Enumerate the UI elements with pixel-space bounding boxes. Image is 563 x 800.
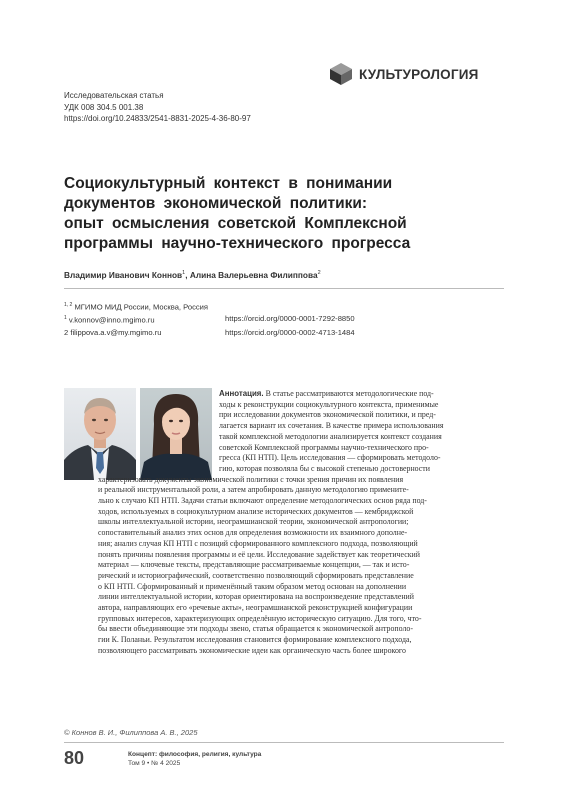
abstract-line: гию, которая позволяла бы с высокой степенью достоверности (219, 463, 430, 473)
abstract-line: автора, направляющих его «речевые акты», неограмшианской реконструкцией конфигурации (98, 603, 413, 613)
abstract-line: рический и историографический, соответственно позволяющий сформировать представление (98, 570, 414, 580)
author-1-sup: 1 (182, 270, 186, 277)
affiliations (64, 300, 355, 338)
abstract-line: линии интеллектуальной истории, которая ориентирована на воспроизведение представлений (98, 592, 414, 602)
abstract-line: материал — ключевые тексты, представляющие рассматриваемые концепции, — так и исто- (98, 560, 410, 570)
email-1-sup: 1 (64, 315, 67, 322)
abstract-line: и реальной инструментальной роли, а затем апробировать данную методологию примените- (98, 485, 409, 495)
abstract-line: льно к случаю КП НТП. Задачи статьи включают определение методологических основ ряда под- (98, 496, 427, 506)
authors (64, 270, 321, 280)
page-number: 80 (64, 748, 85, 768)
abstract-line: ния; анализ случая КП НТП с позиций сформированного комплексного подхода, позволяющий (98, 538, 418, 548)
rubric-badge (329, 62, 501, 86)
abstract-line: ходов, используемых в социокультурном анализе исторических документов — кембриджской (98, 506, 414, 516)
divider (64, 288, 504, 289)
abstract-line: о КП НТП. Сформированный и применённый таким образом метод основан на дополнении (98, 581, 407, 591)
article-title (64, 174, 444, 254)
abstract-line: лагается вариант их сочетания. В качестве примера использования (219, 421, 444, 431)
orcid-1[interactable]: https://orcid.org/0000-0001-7292-8850 (225, 314, 355, 324)
email-2[interactable]: 2 filippova.a.v@my.mgimo.ru (64, 327, 162, 337)
abstract-line: понять причины появления программы и её цели. Исследование задействует как теоретический (98, 549, 420, 559)
abstract-line: бы ввести объединяющие эти подходы звено, статья обращается к экономической антрополо- (98, 624, 413, 634)
article-type: Исследовательская статья (64, 91, 164, 100)
rubric-label: КУЛЬТУРОЛОГИЯ (359, 66, 479, 82)
article-meta (64, 90, 251, 125)
email-1[interactable]: v.konnov@inno.mgimo.ru (68, 315, 155, 325)
aff-org: МГИМО МИД России, Москва, Россия (74, 302, 209, 312)
journal-name: Концепт: философия, религия, культура (128, 751, 262, 758)
abstract-line: групповых интересов, характеризующих определённую историческую ситуацию. Для того, что- (98, 613, 422, 623)
abstract-line: характеризовать документы экономической политики с точки зрения причин их появления (98, 474, 404, 484)
abstract-line: В статье рассматриваются методологические под- (263, 389, 434, 398)
author-sep: , (185, 270, 190, 280)
abstract-line: гресса (КП НТП). Цель исследования — сформировать методоло- (219, 453, 441, 463)
author-1: Владимир Иванович Коннов (64, 270, 183, 280)
abstract-line: гии К. Поланьи. Результатом исследования становится формирование комплексного подхода, (98, 635, 412, 645)
title-line: документов экономической политики: (64, 195, 368, 212)
title-line: программы научно-технического прогресса (64, 235, 411, 252)
doi-link[interactable]: https://doi.org/10.24833/2541-8831-2025-4-36-80-97 (64, 114, 251, 123)
abstract-line: ходы к реконструкции социокультурного контекста, применимые (219, 399, 439, 409)
abstract-line: при исследовании документов экономической политики, и пред- (219, 410, 436, 420)
journal-info (128, 751, 261, 768)
copyright: © Коннов В. И., Филиппова А. В., 2025 (64, 728, 198, 737)
journal-issue: Том 9 • № 4 2025 (128, 759, 181, 767)
footer-divider (64, 742, 504, 743)
title-line: опыт осмысления советской Комплексной (64, 215, 407, 232)
abstract-line: школы интеллектуальной истории, неограмшианской теории, экономической антропологии; (98, 517, 409, 527)
abstract-line: такой комплексной методологии анализируется контекст создания (219, 431, 442, 441)
author-2-sup: 2 (317, 270, 321, 277)
abstract-line: позволяющего рассматривать экономические идеи как органическую часть более широкого (98, 645, 406, 655)
abstract-line: советской Комплексной программы научно-технического про- (219, 442, 429, 452)
aff-sup: 1, 2 (64, 302, 73, 308)
abstract-label: Аннотация. (219, 389, 264, 398)
author-2: Алина Валерьевна Филиппова (189, 270, 318, 280)
cube-icon (329, 62, 353, 86)
title-line: Социокультурный контекст в понимании (64, 175, 393, 192)
orcid-2[interactable]: https://orcid.org/0000-0002-4713-1484 (225, 327, 355, 337)
udk: УДК 008 304.5 001.38 (64, 102, 144, 112)
abstract-line: сопоставительный анализ этих основ для определения возможности их взаимного дополне- (98, 528, 408, 538)
abstract (64, 389, 504, 657)
